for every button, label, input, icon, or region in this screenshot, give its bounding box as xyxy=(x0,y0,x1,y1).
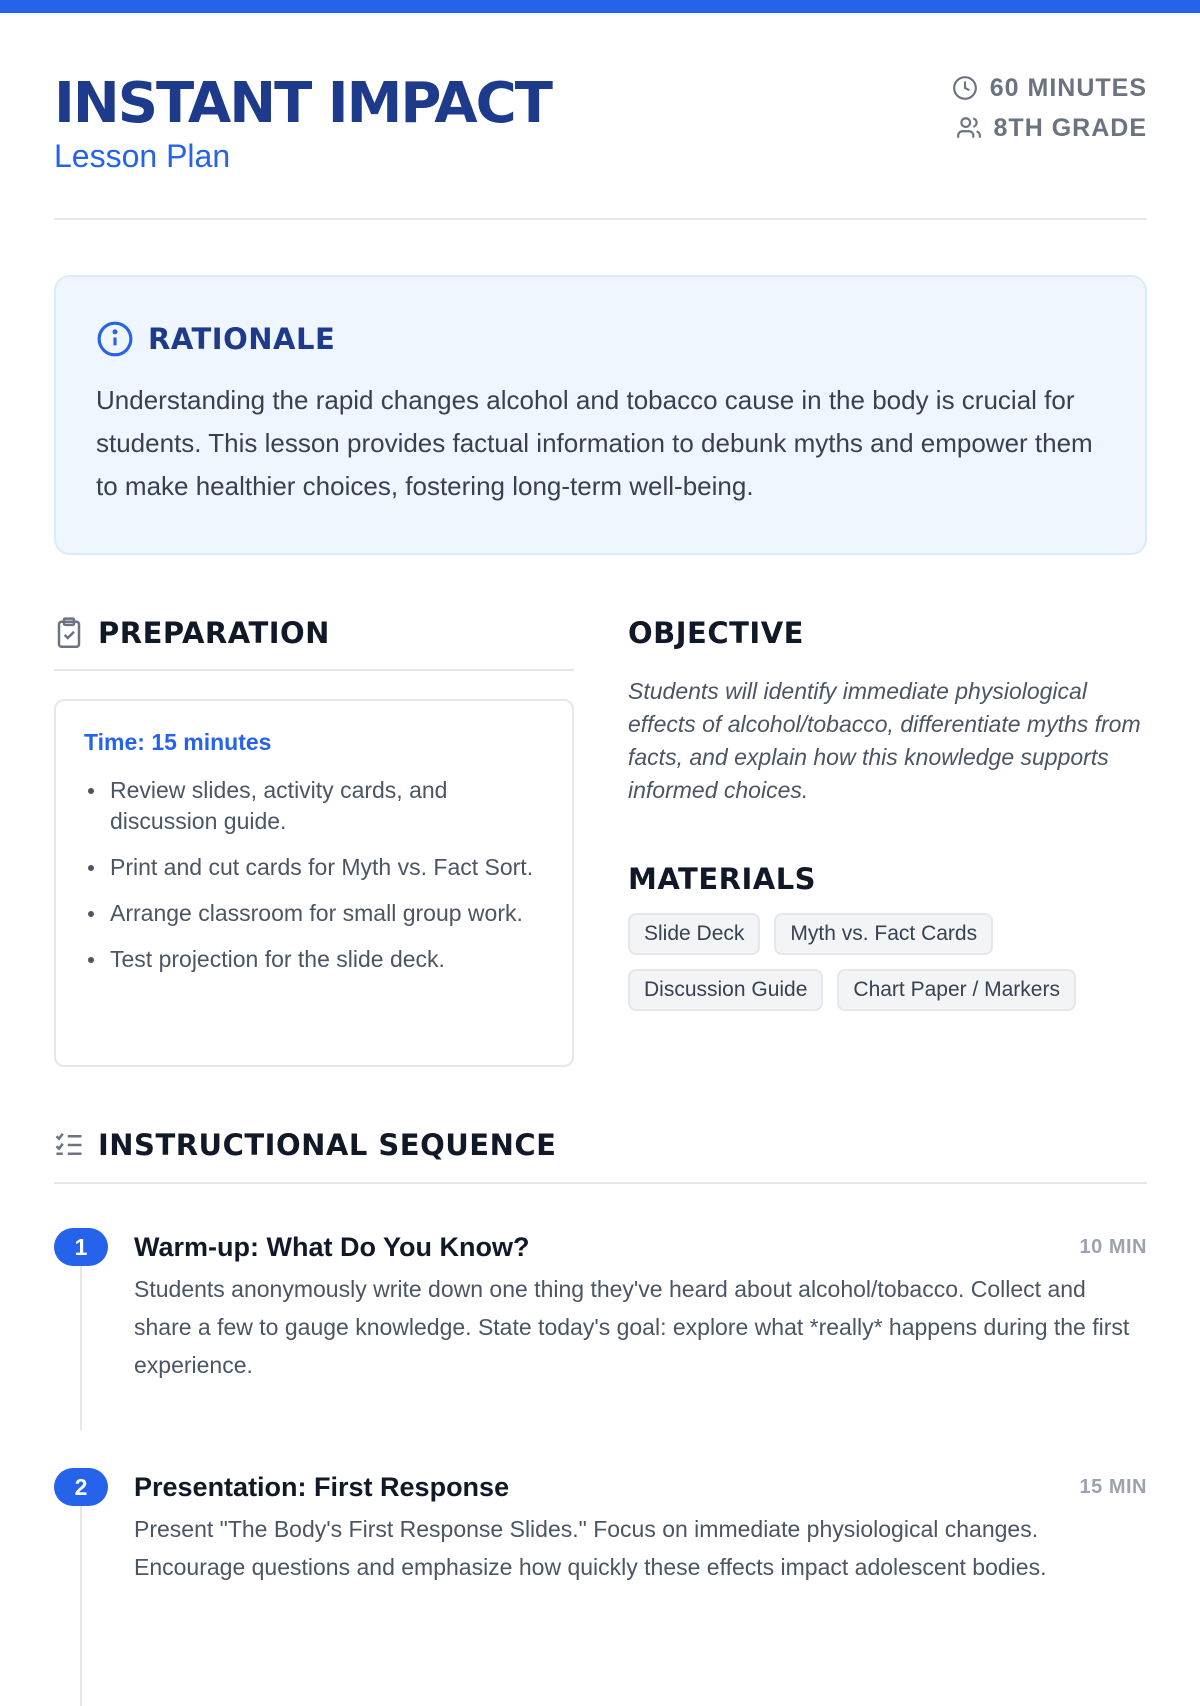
materials-heading xyxy=(628,857,1147,901)
objective-title: OBJECTIVE xyxy=(628,616,804,650)
materials-chips xyxy=(628,913,1147,1025)
preparation-section xyxy=(54,611,574,1067)
list-item: Review slides, activity cards, and discussion guide. xyxy=(84,775,544,837)
rationale-text: Understanding the rapid changes alcohol and tobacco cause in the body is crucial for students. This lesson provides factual information to debunk myths and empower them to make healthier choices, fostering long-term well-being. xyxy=(96,385,1093,501)
materials-section xyxy=(628,857,1147,1025)
step-description: Students anonymously write down one thing they've heard about alcohol/tobacco. Collect and share a few to gauge knowledge. State today's goal: explore what *really* happens during the first experience. xyxy=(134,1276,1130,1378)
clipboard-check-icon xyxy=(54,616,84,650)
list-item: Test projection for the slide deck. xyxy=(84,944,544,975)
list-checks-icon xyxy=(54,1130,84,1160)
objective-heading xyxy=(628,611,1147,655)
clock-icon xyxy=(952,75,978,101)
material-chip: Slide Deck xyxy=(628,913,760,955)
preparation-title: PREPARATION xyxy=(98,616,330,650)
list-item: Print and cut cards for Myth vs. Fact Sort. xyxy=(84,852,544,883)
duration-text: 60 MINUTES xyxy=(989,73,1147,102)
material-chip: Myth vs. Fact Cards xyxy=(774,913,993,955)
sequence-title: INSTRUCTIONAL SEQUENCE xyxy=(98,1128,557,1162)
lesson-meta xyxy=(887,68,1147,148)
step-number-badge: 1 xyxy=(54,1228,108,1266)
sequence-step xyxy=(54,1468,1147,1668)
objective-text: Students will identify immediate physiological effects of alcohol/tobacco, differentiate myths from facts, and explain how this knowledge supports informed choices. xyxy=(628,678,1141,803)
duration-meta xyxy=(887,68,1147,108)
step-title: Presentation: First Response xyxy=(134,1472,510,1502)
preparation-time: Time: 15 minutes xyxy=(84,729,272,755)
step-duration: 15 MIN xyxy=(1079,1476,1147,1498)
grade-meta xyxy=(887,108,1147,148)
objective-materials-column xyxy=(628,611,1147,1025)
grade-text: 8TH GRADE xyxy=(993,113,1147,142)
instructional-sequence-section xyxy=(54,1122,1147,1668)
preparation-heading xyxy=(54,611,574,671)
step-connector xyxy=(80,1266,82,1430)
material-chip: Discussion Guide xyxy=(628,969,823,1011)
step-duration: 10 MIN xyxy=(1079,1236,1147,1258)
preparation-list xyxy=(84,775,544,975)
step-connector xyxy=(80,1506,82,1706)
list-item: Arrange classroom for small group work. xyxy=(84,898,544,929)
page-subtitle: Lesson Plan xyxy=(54,138,231,174)
rationale-heading xyxy=(96,319,1105,359)
lesson-plan-page xyxy=(54,0,1147,1600)
page-title: INSTANT IMPACT xyxy=(54,71,551,136)
header xyxy=(54,68,1147,220)
rationale-card xyxy=(54,275,1147,555)
step-title: Warm-up: What Do You Know? xyxy=(134,1232,530,1262)
sequence-heading xyxy=(54,1122,1147,1184)
rationale-title: RATIONALE xyxy=(148,322,336,356)
materials-title: MATERIALS xyxy=(628,862,817,896)
sequence-step xyxy=(54,1228,1147,1468)
material-chip: Chart Paper / Markers xyxy=(837,969,1076,1011)
info-icon xyxy=(96,320,134,358)
step-number-badge: 2 xyxy=(54,1468,108,1506)
users-icon xyxy=(956,115,982,141)
preparation-card xyxy=(54,699,574,1067)
step-description: Present "The Body's First Response Slides." Focus on immediate physiological changes. Encourage questions and emphasize how quickly these effects impact adolescent bodies. xyxy=(134,1516,1047,1580)
